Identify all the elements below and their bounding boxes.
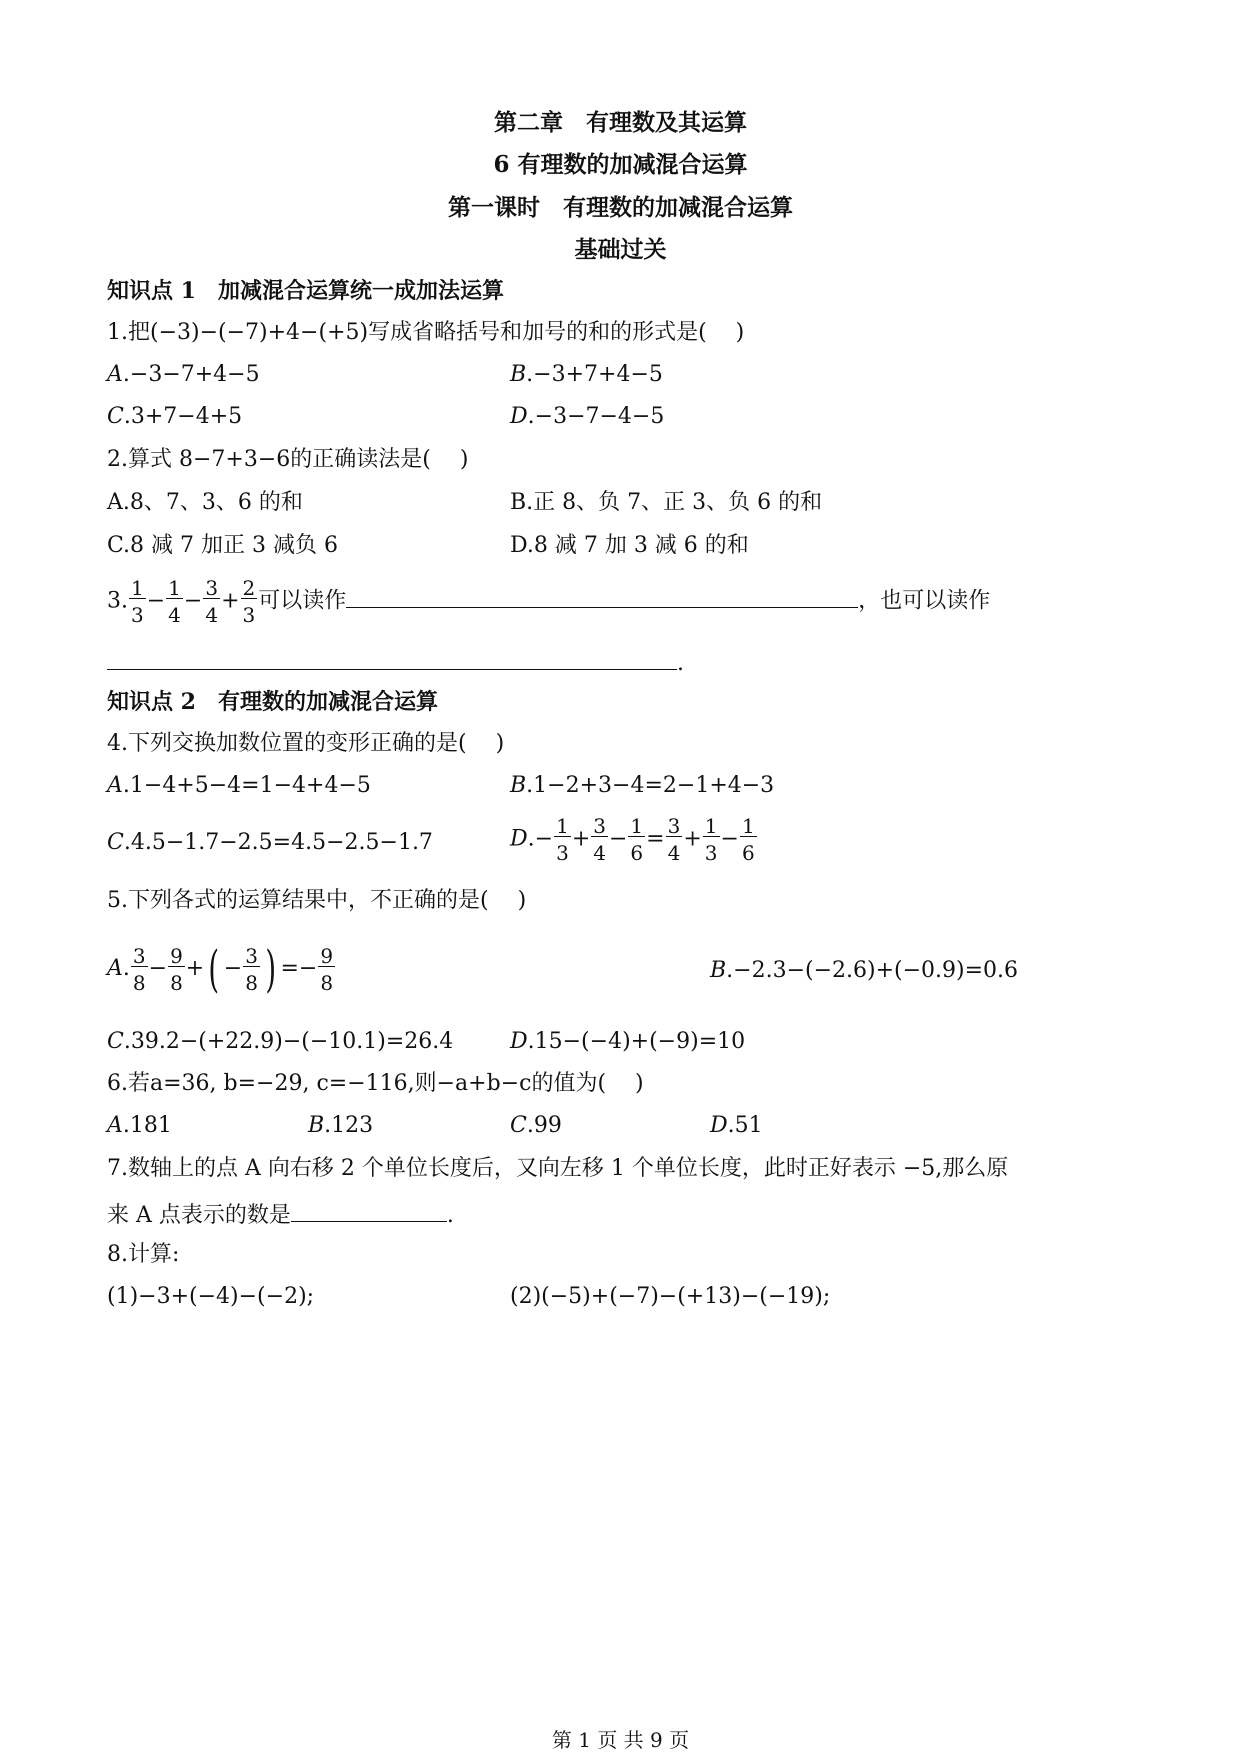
fraction: $\frac{9}{8}$: [320, 943, 334, 995]
answer-blank[interactable]: [291, 1197, 447, 1222]
q1-option-c: [107, 402, 242, 432]
fraction: $\frac{2}{3}$: [242, 576, 256, 627]
question-4: 4.下列交换加数位置的变形正确的是( ): [107, 731, 505, 756]
q2-option-d: D.8 减 7 加 3 减 6 的和: [510, 533, 749, 558]
q5-option-d: D.15−(−4)+(−9)=10: [510, 1029, 746, 1054]
q1-option-d: [510, 402, 664, 432]
answer-blank[interactable]: [346, 583, 858, 608]
lesson-title: 第一课时 有理数的加减混合运算: [448, 194, 793, 221]
knowledge-point-2: 知识点 2 有理数的加减混合运算: [107, 689, 438, 715]
fraction: $\frac{9}{8}$: [170, 943, 183, 995]
q4-option-a: A.1−4+5−4=1−4+4−5: [107, 773, 371, 798]
q3-mid: 可以读作: [258, 588, 347, 614]
q1-prefix: 1.把: [107, 320, 150, 345]
page-footer: 第 1 页 共 9 页: [551, 1728, 690, 1752]
fraction: $\frac{3}{8}$: [132, 943, 146, 995]
question-5: 5.下列各式的运算结果中，不正确的是( ): [107, 888, 527, 913]
chapter-title: 第二章 有理数及其运算: [494, 109, 747, 136]
q5-option-a: A. $\frac{3}{8}$ − $\frac{9}{8}$ +( − $\frac{3}{8}$ ) =− $\frac{9}{8}$: [107, 940, 334, 998]
q3-prefix: 3.: [107, 588, 128, 614]
q2-option-c: C.8 减 7 加正 3 减负 6: [107, 533, 338, 558]
question-7-line-2: 来 A 点表示的数是 .: [107, 1197, 454, 1231]
fraction: $\frac{1}{3}$: [704, 814, 718, 865]
q1-suffix: 写成省略括号和加号的和的形式是( ): [368, 320, 745, 345]
fraction: $\frac{1}{3}$: [556, 814, 569, 865]
fraction: $\frac{3}{4}$: [593, 814, 606, 865]
q5-option-c: C.39.2−(+22.9)−(−10.1)=26.4: [107, 1029, 454, 1054]
q3-tail: ，也可以读作: [858, 588, 991, 614]
option-text: .−3+7+4−5: [526, 362, 663, 387]
fraction: $\frac{1}{3}$: [131, 576, 144, 627]
fraction: $\frac{1}{4}$: [168, 576, 181, 627]
question-2: 2.算式 8−7+3−6的正确读法是( ): [107, 447, 469, 472]
q1-option-b: [510, 360, 663, 390]
fraction: $\frac{3}{4}$: [667, 814, 681, 865]
fraction: $\frac{3}{8}$: [245, 943, 258, 995]
option-letter: A: [107, 362, 123, 387]
q6-option-b: B.123: [308, 1113, 374, 1138]
question-6: 6.若a=36, b=−29, c=−116,则−a+b−c的值为( ): [107, 1071, 644, 1096]
q3-line-2: .: [107, 645, 684, 679]
option-letter: B: [510, 362, 527, 387]
subtitle: 基础过关: [574, 236, 667, 263]
knowledge-point-1: 知识点 1 加减混合运算统一成加法运算: [107, 278, 504, 304]
q6-option-a: A.181: [107, 1113, 172, 1138]
option-letter: C: [107, 404, 124, 429]
option-letter: D: [510, 404, 528, 429]
question-7-line-1: 7.数轴上的点 A 向右移 2 个单位长度后，又向左移 1 个单位长度，此时正好表示 −5,那么原: [107, 1156, 1009, 1181]
section-title: 6 有理数的加减混合运算: [493, 151, 748, 178]
q8-part-2: (2)(−5)+(−7)−(+13)−(−19);: [510, 1284, 831, 1309]
q4-option-c: C.4.5−1.7−2.5=4.5−2.5−1.7: [107, 830, 433, 855]
q1-expression: (−3)−(−7)+4−(+5): [150, 320, 369, 345]
question-8: 8.计算:: [107, 1242, 180, 1267]
fraction: $\frac{3}{4}$: [205, 576, 219, 627]
q5-option-b: B.−2.3−(−2.6)+(−0.9)=0.6: [710, 958, 1019, 983]
q6-option-d: D.51: [710, 1113, 763, 1138]
option-text: .−3−7−4−5: [527, 404, 665, 429]
question-1: [107, 318, 744, 348]
q4-option-d: D.− $\frac{1}{3}$ + $\frac{3}{4}$ − $\frac{1}{6}$ = $\frac{3}{4}$ + $\frac{1}{3}$ − $\frac{1}{6}$: [510, 814, 755, 865]
option-text: .3+7−4+5: [123, 404, 243, 429]
answer-blank[interactable]: [107, 645, 677, 670]
question-3: 3. $\frac{1}{3}$ − $\frac{1}{4}$ − $\frac{3}{4}$ + $\frac{2}{3}$ 可以读作 ，也可以读作: [107, 576, 991, 627]
q8-part-1: (1)−3+(−4)−(−2);: [107, 1284, 315, 1309]
q1-option-a: [107, 360, 260, 390]
q6-option-c: C.99: [510, 1113, 562, 1138]
q2-option-a: A.8、7、3、6 的和: [107, 490, 303, 515]
fraction: $\frac{1}{6}$: [630, 814, 644, 865]
q2-option-b: B.正 8、负 7、正 3、负 6 的和: [510, 490, 823, 515]
fraction: $\frac{1}{6}$: [741, 814, 755, 865]
option-text: .−3−7+4−5: [122, 362, 260, 387]
q4-option-b: B.1−2+3−4=2−1+4−3: [510, 773, 775, 798]
